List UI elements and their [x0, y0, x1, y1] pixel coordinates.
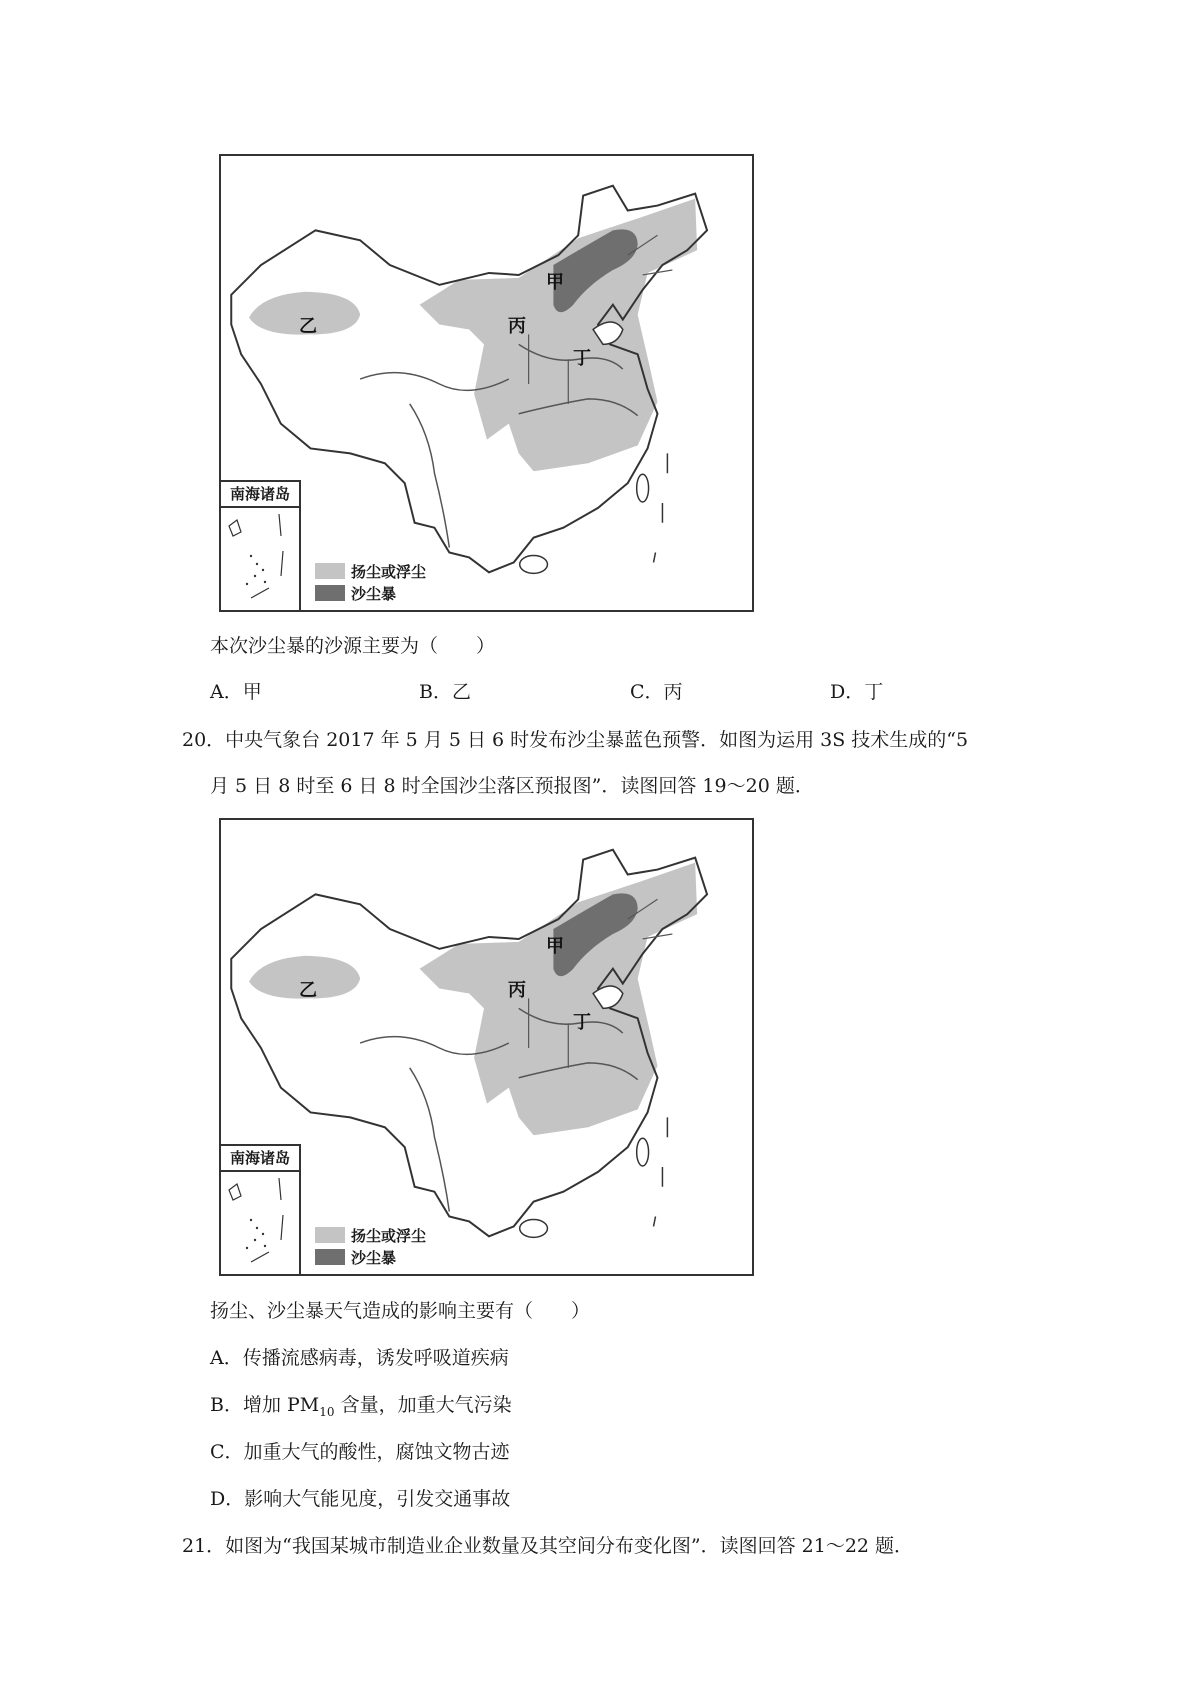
- q19-option-c: C．丙: [630, 681, 683, 703]
- region-label-bing: 丙: [508, 316, 526, 337]
- dust-area-east: [420, 199, 698, 472]
- q20-intro-line1: 20．中央气象台 2017 年 5 月 5 日 6 时发布沙尘暴蓝色预警．如图为运用 3S 技术生成的“5: [182, 729, 969, 751]
- region-label-ding: 丁: [573, 348, 591, 369]
- legend-label: 扬尘或浮尘: [351, 562, 427, 581]
- region-label-ding: 丁: [573, 1012, 591, 1033]
- legend-item: [315, 582, 426, 604]
- q20-option-d: D．影响大气能见度，引发交通事故: [210, 1488, 511, 1510]
- region-label-yi: 乙: [299, 316, 317, 337]
- dust-forecast-map-1: [219, 154, 754, 612]
- legend-swatch: [315, 585, 345, 601]
- legend-swatch: [315, 1227, 345, 1243]
- south-sea-islands-inset: [221, 480, 301, 610]
- south-sea-islands-inset: [221, 1144, 301, 1274]
- q20-stem: 扬尘、沙尘暴天气造成的影响主要有（ ）: [210, 1300, 591, 1322]
- q21-intro: 21．如图为“我国某城市制造业企业数量及其空间分布变化图”．读图回答 21～22 题．: [182, 1535, 914, 1557]
- legend-item: [315, 1246, 426, 1268]
- inset-title: 南海诸岛: [221, 1146, 299, 1172]
- inset-map-svg: [221, 1170, 299, 1276]
- q19-stem: 本次沙尘暴的沙源主要为（ ）: [210, 635, 496, 657]
- inset-map-svg: [221, 506, 299, 612]
- legend-item: [315, 560, 426, 582]
- q20-intro-line2: 月 5 日 8 时至 6 日 8 时全国沙尘落区预报图”．读图回答 19～20 题．: [210, 775, 814, 797]
- dust-forecast-map-2: [219, 818, 754, 1276]
- region-label-bing: 丙: [508, 980, 526, 1001]
- region-label-jia: 甲: [546, 936, 564, 957]
- q19-option-b: B．乙: [419, 681, 471, 703]
- legend-swatch: [315, 563, 345, 579]
- legend-item: [315, 1224, 426, 1246]
- legend-label: 扬尘或浮尘: [351, 1226, 427, 1245]
- map-legend: [315, 560, 426, 604]
- legend-label: 沙尘暴: [351, 1248, 397, 1267]
- q19-option-a: A．甲: [210, 681, 262, 703]
- q20-option-a: A．传播流感病毒，诱发呼吸道疾病: [210, 1347, 509, 1369]
- q20-option-c: C．加重大气的酸性，腐蚀文物古迹: [210, 1441, 510, 1463]
- map-legend: [315, 1224, 426, 1268]
- q19-option-d: D．丁: [830, 681, 884, 703]
- q20-option-b: B．增加 $PM_{10}$ 含量，加重大气污染: [210, 1394, 512, 1419]
- legend-swatch: [315, 1249, 345, 1265]
- region-label-yi: 乙: [299, 980, 317, 1001]
- inset-title: 南海诸岛: [221, 482, 299, 508]
- region-label-jia: 甲: [546, 272, 564, 293]
- legend-label: 沙尘暴: [351, 584, 397, 603]
- dust-area-east: [420, 863, 698, 1136]
